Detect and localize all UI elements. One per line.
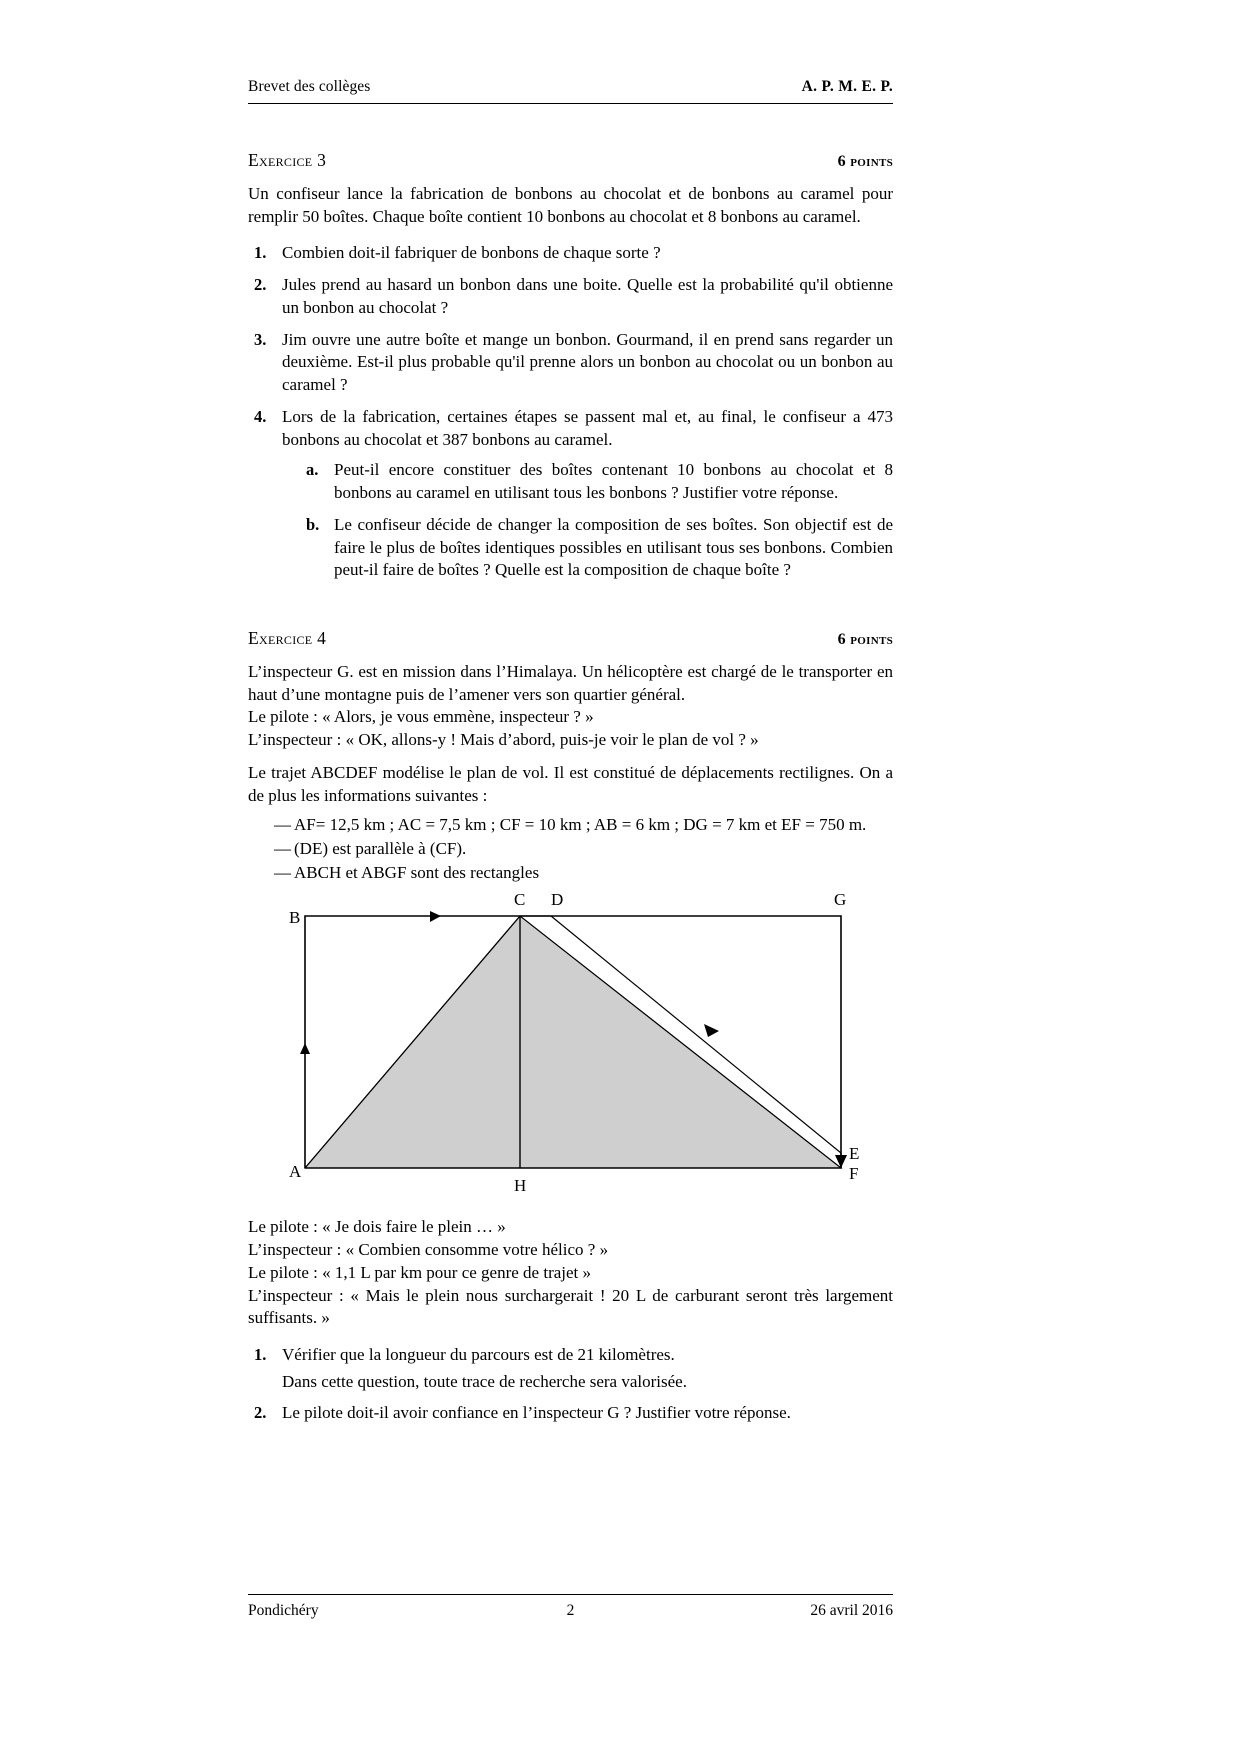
list-item <box>306 459 893 505</box>
arrow-bc-icon <box>430 911 441 922</box>
dash-icon: — <box>274 839 291 859</box>
figure-label-c: C <box>514 890 526 909</box>
arrow-de-icon <box>704 1024 719 1037</box>
exercise-4-intro: L’inspecteur G. est en mission dans l’Himalaya. Un hélicoptère est chargé de le transporter en haut d’une montagne puis de l’amener vers son quartier général. <box>248 662 893 704</box>
list-item <box>248 813 893 837</box>
dialog-line-inspecteur-2: L’inspecteur : « Combien consomme votre hélico ? » <box>248 1239 609 1259</box>
list-marker: 1. <box>254 1344 267 1364</box>
dash-icon: — <box>274 863 291 883</box>
dialog-line-inspecteur-3: L’inspecteur : « Mais le plein nous surchargerait ! 20 L de carburant seront très largement suffisants. » <box>248 1285 893 1328</box>
figure-label-g: G <box>834 890 847 909</box>
arrow-ab-icon <box>300 1043 310 1054</box>
list-item <box>306 514 893 582</box>
list-marker: b. <box>306 514 320 534</box>
list-text: Le confiseur décide de changer la composition de ses boîtes. Son objectif est de faire le plus de boîtes identiques possibles en utilisant tous ses bonbons. Combien peut-il faire de boîtes ? Quelle est la composition de chaque boîte ? <box>334 514 893 580</box>
dialog-line-inspecteur-1: L’inspecteur : « OK, allons-y ! Mais d’abord, puis-je voir le plan de vol ? » <box>248 730 759 750</box>
exercise-4-question-list <box>248 1344 893 1425</box>
flight-plan-figure <box>248 891 893 1206</box>
footer-right-text: 26 avril 2016 <box>810 1602 893 1619</box>
list-text: ABCH et ABGF sont des rectangles <box>294 863 540 883</box>
exercise-4-heading <box>248 628 893 649</box>
list-text: Jim ouvre une autre boîte et mange un bonbon. Gourmand, il en prend sans regarder un deuxième. Est-il plus probable qu'il prenne alors un bonbon au chocolat ou un bonbon au caramel ? <box>282 329 893 395</box>
page-header <box>248 78 893 104</box>
list-item <box>248 406 893 582</box>
exercise-4-title: Exercice 4 <box>248 628 327 649</box>
dialog-line-pilote-2: Le pilote : « Je dois faire le plein … » <box>248 1216 506 1236</box>
list-item <box>248 274 893 320</box>
page-footer <box>248 1594 893 1620</box>
exercise-4-trajet-text: Le trajet ABCDEF modélise le plan de vol. Il est constitué de déplacements rectilignes. On a de plus les informations suivantes : <box>248 763 893 805</box>
list-text-extra: Dans cette question, toute trace de recherche sera valorisée. <box>282 1371 687 1391</box>
list-text: Peut-il encore constituer des boîtes contenant 10 bonbons au chocolat et 8 bonbons au caramel en utilisant tous les bonbons ? Justifier votre réponse. <box>334 460 893 503</box>
list-item <box>248 242 893 265</box>
list-marker: 4. <box>254 406 267 426</box>
list-marker: a. <box>306 460 319 480</box>
header-left-text: Brevet des collèges <box>248 78 371 95</box>
list-text: Jules prend au hasard un bonbon dans une boite. Quelle est la probabilité qu'il obtienne un bonbon au chocolat ? <box>282 274 893 317</box>
figure-label-e: E <box>849 1143 860 1163</box>
exercise-4-points: 6 points <box>837 631 893 649</box>
list-text: (DE) est parallèle à (CF). <box>294 839 467 859</box>
exercise-3-question-list <box>248 242 893 582</box>
list-item <box>248 837 893 861</box>
dash-icon: — <box>274 815 291 835</box>
exercise-3-points: 6 points <box>837 153 893 170</box>
figure-label-f: F <box>849 1163 859 1183</box>
page-content <box>248 78 893 1434</box>
footer-left-text: Pondichéry <box>248 1602 319 1619</box>
exercise-4-info-list <box>248 813 893 884</box>
page-number: 2 <box>566 1602 575 1619</box>
list-text: Lors de la fabrication, certaines étapes se passent mal et, au final, le confiseur a 473 bonbons au chocolat et 387 bonbons au caramel. <box>282 406 893 449</box>
header-right-text: A. P. M. E. P. <box>801 78 893 95</box>
list-item <box>248 329 893 397</box>
exercise-3-heading <box>248 150 893 171</box>
figure-label-h: H <box>514 1175 527 1195</box>
dialog-line-pilote-3: Le pilote : « 1,1 L par km pour ce genre de trajet » <box>248 1262 592 1282</box>
list-text: Vérifier que la longueur du parcours est de 21 kilomètres. <box>282 1344 675 1364</box>
exercise-3-subquestions-wrapper <box>306 459 893 582</box>
exercise-3-intro: Un confiseur lance la fabrication de bonbons au chocolat et de bonbons au caramel pour remplir 50 boîtes. Chaque boîte contient 10 bonbons au chocolat et 8 bonbons au caramel. <box>248 184 893 226</box>
list-item <box>248 1402 893 1425</box>
mountain-silhouette <box>305 916 841 1168</box>
figure-label-a: A <box>289 1161 302 1181</box>
list-marker: 1. <box>254 243 267 263</box>
list-text: Le pilote doit-il avoir confiance en l’inspecteur G ? Justifier votre réponse. <box>282 1403 791 1423</box>
list-item <box>248 1344 893 1394</box>
exercise-3-title: Exercice 3 <box>248 150 327 170</box>
figure-label-b: B <box>289 907 301 927</box>
exercise-3-subquestion-list <box>306 459 893 582</box>
dialog-line-pilote-1: Le pilote : « Alors, je vous emmène, inspecteur ? » <box>248 707 594 727</box>
list-marker: 2. <box>254 1403 267 1423</box>
list-text: AF= 12,5 km ; AC = 7,5 km ; CF = 10 km ; AB = 6 km ; DG = 7 km et EF = 750 m. <box>294 815 867 835</box>
list-marker: 2. <box>254 274 267 294</box>
list-item <box>248 861 893 885</box>
figure-label-d: D <box>551 890 564 909</box>
list-text: Combien doit-il fabriquer de bonbons de chaque sorte ? <box>282 243 661 263</box>
list-marker: 3. <box>254 329 267 349</box>
